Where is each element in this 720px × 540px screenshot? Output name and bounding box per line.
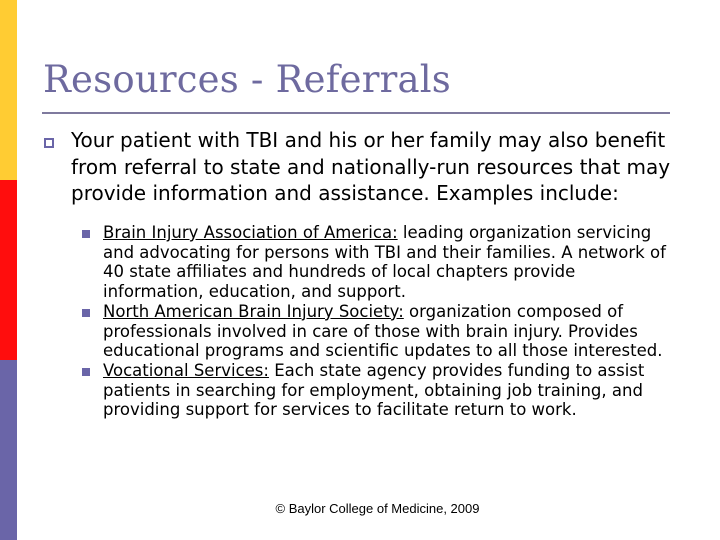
resource-link-nabis[interactable]: North American Brain Injury Society:	[103, 301, 404, 321]
list-item	[80, 361, 680, 420]
resource-description: organization composed of professionals involved in care of those with brain injury. Provides educational programs and scientific updates to all those interested.	[103, 301, 663, 361]
copyright-text: © Baylor College of Medicine, 2009	[275, 501, 480, 516]
square-bullet-icon	[82, 230, 90, 238]
resource-link-vocational[interactable]: Vocational Services:	[103, 360, 269, 380]
resource-description: leading organization servicing and advocating for persons with TBI and their families. A network of 40 state affiliates and hundreds of local chapters provide information, education, and support.	[103, 223, 666, 302]
sub-bullet-list	[80, 223, 680, 420]
footer	[0, 501, 720, 516]
square-bullet-icon	[44, 138, 54, 148]
accent-bar-yellow	[0, 0, 17, 180]
resource-link-biaa[interactable]: Brain Injury Association of America:	[103, 223, 398, 242]
square-bullet-icon	[82, 309, 90, 317]
square-bullet-icon	[82, 368, 90, 376]
resource-description: Each state agency provides funding to assist patients in searching for employment, obtaining job training, and providing support for services to facilitate return to work.	[103, 360, 645, 420]
list-item	[80, 223, 680, 302]
main-bullet-text: Your patient with TBI and his or her family may also benefit from referral to state and nationally-run resources that may provide information and assistance. Examples include:	[71, 128, 671, 205]
list-item	[80, 302, 680, 361]
accent-bar-red	[0, 180, 17, 360]
title-divider	[42, 112, 670, 114]
slide-title: Resources - Referrals	[43, 58, 451, 101]
